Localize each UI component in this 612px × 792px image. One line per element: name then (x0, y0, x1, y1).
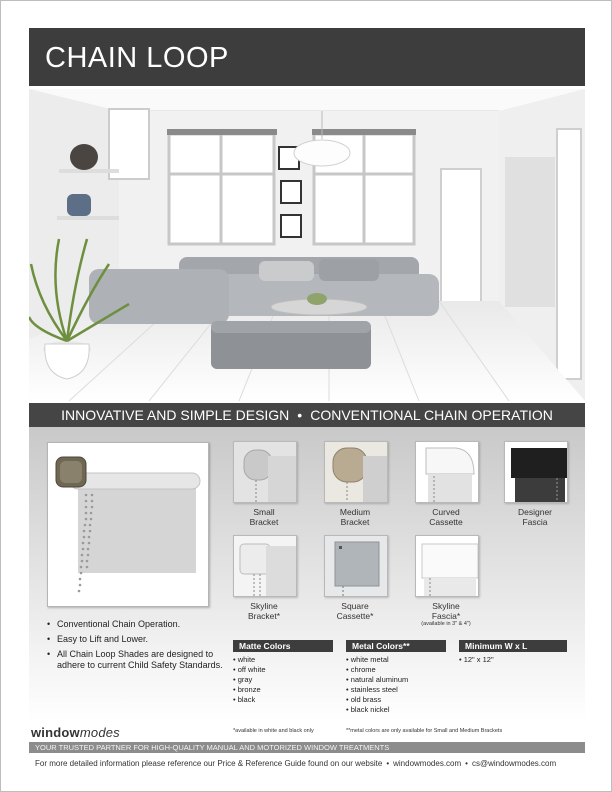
metal-colors-title: Metal Colors** (346, 640, 446, 652)
chain-loop-shade-illustration (48, 443, 208, 606)
living-room-illustration (29, 89, 585, 401)
skyline-fascia-photo (415, 535, 479, 597)
footnote-single: *available in white and black only (233, 728, 314, 734)
color-item: • black nickel (346, 705, 446, 715)
tagline-bar: YOUR TRUSTED PARTNER FOR HIGH-QUALITY MANUAL AND MOTORIZED WINDOW TREATMENTS (29, 742, 585, 753)
main-product-photo (47, 442, 209, 607)
color-item: • chrome (346, 665, 446, 675)
color-item: • old brass (346, 695, 446, 705)
option-note: (available in 3" & 4") (421, 621, 471, 627)
color-item: • white metal (346, 655, 446, 665)
info-separator: • (465, 759, 468, 768)
color-item: • black (233, 695, 333, 705)
color-item: • off white (233, 665, 333, 675)
color-item: • white (233, 655, 333, 665)
matte-colors-list (233, 655, 333, 705)
info-separator: • (386, 759, 390, 768)
option-label: Designer Fascia (517, 507, 553, 527)
square-cassette-photo (324, 535, 388, 597)
email-link[interactable]: cs@windowmodes.com (471, 759, 557, 768)
small-bracket-photo (233, 441, 297, 503)
minimum-size-title: Minimum W x L (459, 640, 567, 652)
banner-left-text: INNOVATIVE AND SIMPLE DESIGN (61, 407, 290, 423)
matte-colors-title: Matte Colors (233, 640, 333, 652)
size-item: • 12" x 12" (459, 655, 567, 665)
color-item: • gray (233, 675, 333, 685)
skyline-bracket-photo (233, 535, 297, 597)
curved-cassette-photo (415, 441, 479, 503)
color-item: • bronze (233, 685, 333, 695)
banner-separator: • (297, 407, 303, 423)
feature-banner (29, 403, 585, 427)
info-text: For more detailed information please reference our Price & Reference Guide found on our website (35, 759, 383, 768)
window-modes-logo: windowmodes (31, 725, 120, 740)
option-label: Curved Cassette (429, 507, 463, 527)
page-title: CHAIN LOOP (45, 42, 229, 74)
minimum-size-box (459, 640, 567, 665)
metal-colors-box (346, 640, 446, 715)
color-item: • natural aluminum (346, 675, 446, 685)
feature-list (45, 619, 230, 675)
option-label: Small Bracket (249, 507, 279, 527)
option-label: Medium Bracket (339, 507, 371, 527)
metal-colors-list (346, 655, 446, 715)
banner-right-text: CONVENTIONAL CHAIN OPERATION (310, 407, 553, 423)
feature-item: • All Chain Loop Shades are designed to adhere to current Child Safety Standards. (45, 649, 230, 671)
medium-bracket-photo (324, 441, 388, 503)
product-details (29, 427, 585, 723)
feature-item: • Conventional Chain Operation. (45, 619, 230, 630)
footnote-double: **metal colors are only available for Small and Medium Brackets (346, 728, 503, 734)
minimum-size-list (459, 655, 567, 665)
website-link[interactable]: windowmodes.com (393, 759, 462, 768)
matte-colors-box (233, 640, 333, 705)
color-item: • stainless steel (346, 685, 446, 695)
option-label: Skyline Bracket* (247, 601, 281, 621)
feature-item: • Easy to Lift and Lower. (45, 634, 230, 645)
contact-info (35, 759, 556, 768)
living-room-photo (29, 89, 585, 401)
designer-fascia-photo (504, 441, 568, 503)
option-label: Square Cassette* (336, 601, 374, 621)
title-bar (29, 28, 585, 86)
option-label: Skyline Fascia* (available in 3" & 4") (401, 601, 491, 628)
